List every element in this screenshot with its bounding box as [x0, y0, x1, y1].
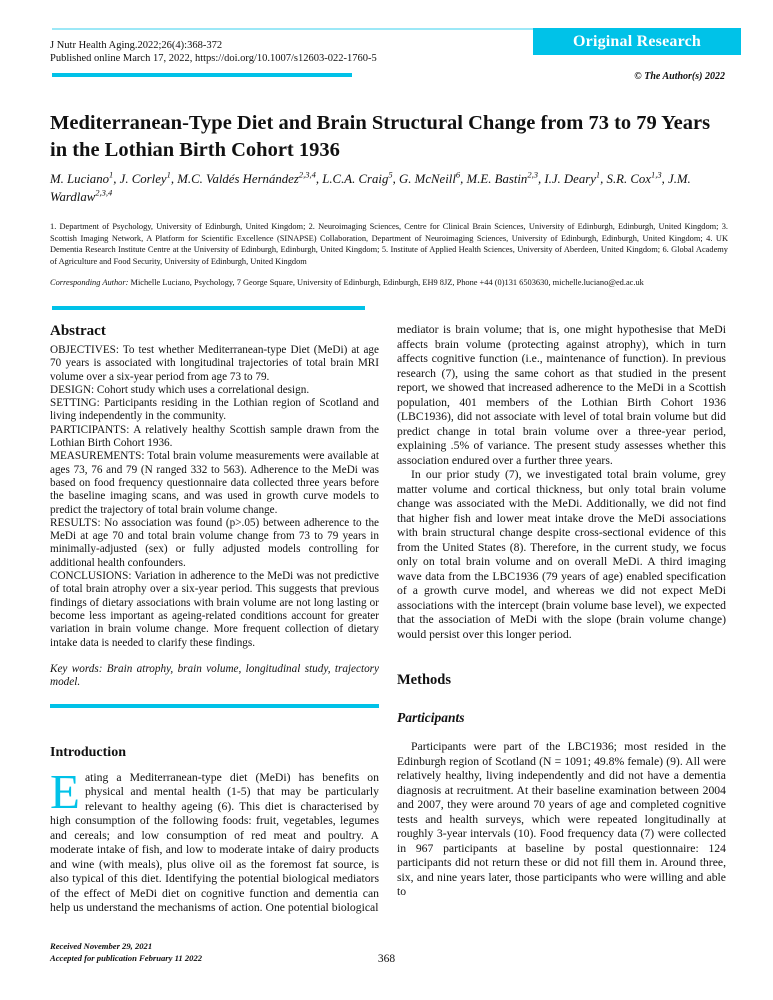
journal-citation: J Nutr Health Aging.2022;26(4):368-372: [50, 40, 223, 51]
body-paragraph-2: In our prior study (7), we investigated total brain volume, grey matter volume and cortical thickness, but only total brain volume change was associated with the MeDi. Additionally, we did not find that higher fish and lower meat intake drove the MeDi associations with brain structural change despite cross-sectional evidence of this from the United States (8). Therefore, in the current study, we focus only on total brain volume and on overall MeDi. A third imaging wave data from the LBC1936 (79 years of age) enabled specification of a growth curve model, and whereas we did not expect MeDi associations with the intercept (brain volume base level), we expected that the association of MeDi with the slope (brain volume change) would persist over this longer period.: [397, 468, 726, 641]
introduction-paragraph-text: ating a Mediterranean-type diet (MeDi) has benefits on physical and mental health (1-5) that may be particularly relevant to healthy ageing (6). This diet is characterised by high consumption of the following foods: fruit, vegetables, legumes and cereals; and low consumption of red meat and poultry. A moderate intake of fish, and low to moderate intake of dairy products and wine (with meals), plus olive oil as the foremost fat source, is also typical of this diet. Identifying the potential biological mediators of the effect of MeDi diet on cognitive function and dementia can help us understand the mechanisms of action. One potential biological: [50, 770, 379, 915]
abstract-setting: SETTING: Participants residing in the Lothian region of Scotland and living independently in the community.: [50, 397, 379, 423]
author: I.J. Deary$^1$: [544, 169, 601, 186]
author: L.C.A. Craig$^5$: [322, 169, 393, 186]
dropcap-letter: E: [50, 763, 80, 819]
corresponding-author-text: Michelle Luciano, Psychology, 7 George Square, University of Edinburgh, Edinburgh, EH9 8JZ, Phone +44 (0)131 6503630, michelle.luciano@ed.ac.uk: [128, 278, 644, 287]
publication-doi-line: Published online March 17, 2022, https://doi.org/10.1007/s12603-022-1760-5: [50, 53, 377, 64]
author: M.C. Valdés Hernández$^{2,3,4}$: [177, 169, 316, 186]
author: J.M. Wardlaw$^{2,3,4}$: [50, 172, 691, 204]
participants-heading: Participants: [397, 710, 465, 725]
keywords-text: Brain atrophy, brain volume, longitudinal study, trajectory model.: [50, 662, 379, 689]
author-list: M. Luciano$^1$, J. Corley$^1$, M.C. Valdés Hernández$^{2,3,4}$, L.C.A. Craig$^5$, G. McNeill$^6$, M.E. Bastin$^{2,3}$, I.J. Deary$^1$, S.R. Cox$^{1,3}$, J.M. Wardlaw$^{2,3,4}$: [50, 169, 691, 204]
accepted-date: Accepted for publication February 11 2022: [50, 952, 203, 963]
body-columns: [50, 323, 726, 916]
methods-heading: Methods: [397, 672, 451, 688]
author: M.E. Bastin$^{2,3}$: [466, 169, 538, 186]
accent-rule-top: [52, 73, 352, 77]
article-type-badge: Original Research: [533, 28, 741, 55]
abstract-participants: PARTICIPANTS: A relatively healthy Scottish sample drawn from the Lothian Birth Cohort 1936.: [50, 423, 379, 450]
page-number: 368: [377, 953, 396, 965]
keywords-label: Key words:: [50, 662, 103, 675]
accent-rule-column: [50, 704, 379, 708]
copyright-notice: © The Author(s) 2022: [634, 71, 725, 82]
body-paragraph-1: mediator is brain volume; that is, one might hypothesise that MeDi affects brain volume (protecting against atrophy), which in turn affects cognitive function (i.e., maintenance of function). In previous research (7), using the same cohort as that studied in the present report, we showed that increased adherence to the MeDi in a Scottish population, 401 members of the Lothian Birth Cohort 1936 (LBC1936), did not associate with level of total brain volume but did predict change in total brain volume over a three-year period, explaining .5% of variance. The present study assesses whether this association endured over a further three years.: [397, 323, 726, 467]
author: M. Luciano$^1$: [50, 169, 114, 186]
corresponding-author-label: Corresponding Author:: [50, 278, 129, 287]
received-date: Received November 29, 2021: [50, 941, 153, 951]
abstract-objectives: OBJECTIVES: To test whether Mediterranean-type Diet (MeDi) at age 70 years is associated with longitudinal trajectories of total brain MRI volume over a six-year period from age 73 to 79.: [50, 344, 379, 383]
abstract-measurements: MEASUREMENTS: Total brain volume measurements were available at ages 73, 76 and 79 (N ranged 332 to 563). Adherence to the MeDi was based on food frequency questionnaire data collected three years before the baseline imaging scans, and was used in growth curve models to predict the trajectory of total brain volume change.: [50, 450, 379, 516]
corresponding-author: [50, 277, 728, 288]
affiliations: 1. Department of Psychology, University of Edinburgh, United Kingdom; 2. Neuroimaging Sciences, Centre for Clinical Brain Sciences, University of Edinburgh, Edinburgh, United Kingdom; 3. Scottish Imaging Network, A Platform for Scientific Excellence (SINAPSE) Collaboration, Department of Neuroimaging Sciences, University of Edinburgh, Edinburgh, United Kingdom; 4. UK Dementia Research Institute Centre at the University of Edinburgh, Edinburgh, United Kingdom; 5. Institute of Applied Health Sciences, University of Aberdeen, United Kingdom; 6. Global Academy of Agriculture and Food Security, University of Edinburgh, United Kingdom: [50, 222, 728, 266]
keywords: [50, 663, 379, 690]
author: S.R. Cox$^{1,3}$: [606, 169, 662, 186]
article-title: Mediterranean-Type Diet and Brain Structural Change from 73 to 79 Years in the Lothian Birth Cohort 1936: [50, 112, 711, 161]
author: J. Corley$^1$: [119, 169, 171, 186]
introduction-heading: Introduction: [50, 744, 126, 760]
abstract-design: DESIGN: Cohort study which uses a correlational design.: [50, 383, 310, 396]
abstract-heading: Abstract: [50, 323, 106, 339]
accent-rule-mid: [52, 306, 365, 310]
abstract-results: RESULTS: No association was found (p>.05) between adherence to the MeDi at age 70 and total brain volume change from 73 to 79 years in minimally-adjusted (sex) or fully adjusted models controlling for additional health confounders.: [50, 516, 379, 569]
right-column: [397, 323, 726, 916]
participants-paragraph: Participants were part of the LBC1936; most resided in the Edinburgh region of Scotland (N = 1091; 49.8% female) (9). All were relatively healthy, living independently and did not have a dementia diagnosis at recruitment. At their baseline examination between 2004 and 2007, they were around 70 years of age and completed cognitive tests and health surveys, which were repeated longitudinally at roughly 3-year intervals (10). Food frequency data (7) were collected in 967 participants at baseline by postal questionnaire: 124 participants did not return these or did not fill them in. Around three, six, and nine years later, those participants who were willing and able to: [397, 740, 726, 898]
abstract-conclusions: CONCLUSIONS: Variation in adherence to the MeDi was not predictive of total brain atrophy over a six-year period. This suggests that previous findings of dietary associations with brain volume are not long lasting or become less important as ageing-related conditions account for greater variation in brain volume change. More frequent collection of dietary intake data is needed to clarify these findings.: [50, 570, 379, 649]
author: G. McNeill$^6$: [399, 169, 461, 186]
top-hairline-rule: [52, 28, 533, 30]
introduction-paragraph: [50, 763, 379, 916]
left-column: [50, 323, 379, 916]
